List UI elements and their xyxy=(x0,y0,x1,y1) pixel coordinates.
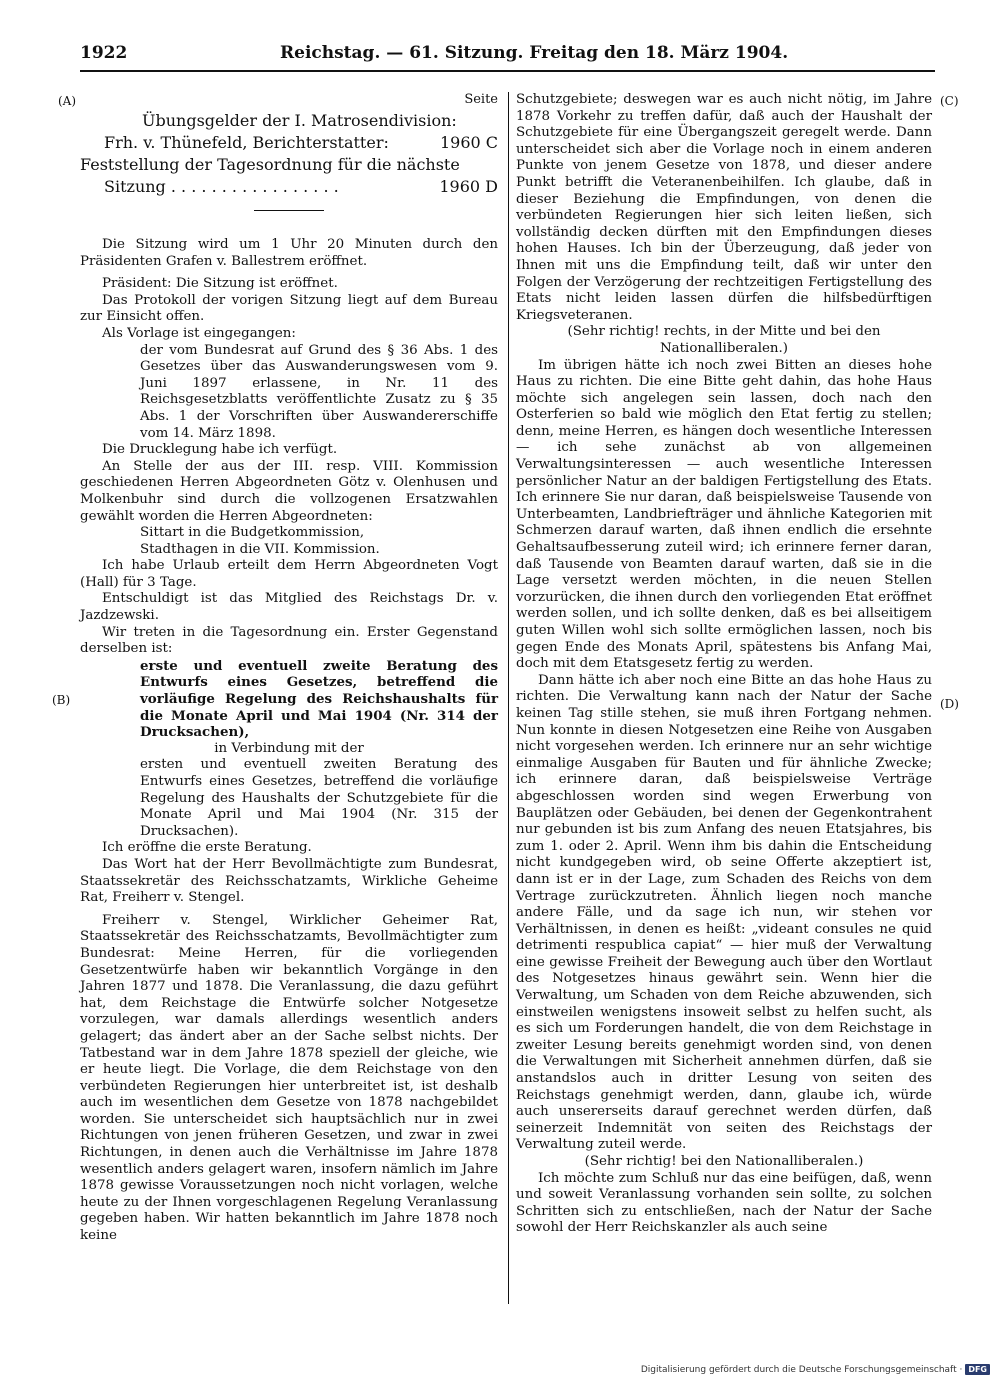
toc-page: 1960 C xyxy=(439,133,498,152)
toc-line: Frh. v. Thünefeld, Berichterstatter: xyxy=(104,133,389,152)
column-divider xyxy=(508,92,509,1304)
toc-line: Sitzung . . . . . . . . . . . . . . . . . xyxy=(104,177,339,196)
toc-line: Übungsgelder der I. Matrosendivision: xyxy=(142,111,457,130)
toc-entry xyxy=(80,176,498,198)
footer-text: Digitalisierung gefördert durch die Deutsche Forschungsgemeinschaft · xyxy=(640,1364,963,1375)
page-number: 1922 xyxy=(80,43,128,63)
toc-seite-label: Seite xyxy=(464,92,498,107)
paragraph: Sittart in die Budgetkommission, xyxy=(140,525,365,541)
toc-page: 1960 D xyxy=(439,177,498,196)
paragraph: Stadthagen in die VII. Kommission. xyxy=(140,541,380,557)
interjection: (Sehr richtig! bei den Nationalliberalen.) xyxy=(584,1154,864,1169)
paragraph: Das Wort hat der Herr Bevollmächtigte zum Bundesrat, Staatssekretär des Reichsschatzamts, Wirkliche Geheime Rat, Freiherr v. Stengel. xyxy=(80,856,498,906)
paragraph: Ich möchte zum Schluß nur das eine beifügen, daß, wenn und soweit Veranlassung vorhanden sein sollte, zu solchen Schritten sich zu entschließen, nach der Natur der Sache sowohl der Herr Reichskanzler als auch seine xyxy=(516,1170,932,1236)
paragraph: Wir treten in die Tagesordnung ein. Erster Gegenstand derselben ist: xyxy=(80,624,498,657)
paragraph: Die Drucklegung habe ich verfügt. xyxy=(102,442,338,458)
margin-letter-d: (D) xyxy=(940,697,959,711)
paragraph: Ich habe Urlaub erteilt dem Herrn Abgeordneten Vogt (Hall) für 3 Tage. xyxy=(80,558,498,590)
paragraph: Präsident: Die Sitzung ist eröffnet. xyxy=(102,276,338,292)
paragraph: Dann hätte ich aber noch eine Bitte an das hohe Haus zu richten. Die Verwaltung kann nach der Natur der Sache keinen Tag stille stehen, sie muß ihren Fortgang nehmen. Nun konnte in diesen Notgesetzen eine Reihe von Ausgaben nicht vorgesehen werden. Ich erinnere nur an sehr wichtige einmalige Ausgaben für Bauten und für ähnliche Zwecke; ich erinnere daran, daß beispielsweise Verträge abgeschlossen worden sind wegen Erwerbung von Bauplätzen oder Gebäuden, bei denen der Gegenkontrahent nur gebunden ist bis zum Anfang des neuen Etatsjahres, bis zum 1. oder 2. April. Wenn ihm bis dahin die Entscheidung nicht kundgegeben wird, ob seine Offerte akzeptiert ist, dann ist er in der Lage, zum Schaden des Reichs von dem Vertrage zurückzutreten. Ähnlich liegen noch manche andere Fälle, und da sage ich nun, wir stehen vor Verhältnissen, in denen es heißt: „videant consules ne quid detrimenti respublica capiat“ — hier muß der Verwaltung eine gewisse Freiheit der Bewegung auch über den Wortlaut des Notgesetzes hinaus gewährt sein. Wenn hier die Verwaltung, um Schaden von dem Reiche abzuwenden, sich einstweilen wenigstens insoweit selbst zu helfen sucht, als es sich um Forderungen handelt, die von dem Reichstage in zweiter Lesung bereits genehmigt worden sind, von denen die Verwaltungen mit Sicherheit annehmen dürfen, daß sie anstandslos auch in dritter Lesung von seiten des Reichstags genehmigt werden, dann, glaube ich, würde auch unsererseits darauf gerechnet werden dürfen, daß seinerzeit Indemnität von seiten des Reichstags der Verwaltung zuteil werde. xyxy=(516,672,932,1153)
right-column xyxy=(516,92,932,1237)
margin-letter-c: (C) xyxy=(940,94,959,108)
paragraph: Die Sitzung wird um 1 Uhr 20 Minuten durch den Präsidenten Grafen v. Ballestrem eröffnet. xyxy=(80,237,498,269)
paragraph: An Stelle der aus der III. resp. VIII. Kommission geschiedenen Herren Abgeordneten Götz v. Olenhusen und Molkenbuhr sind durch die vollzogenen Ersatzwahlen gewählt worden die Herren Abgeordneten: xyxy=(80,458,498,524)
paragraph: Schutzgebiete; deswegen war es auch nicht nötig, im Jahre 1878 Vorkehr zu treffen dafür, daß auch der Haushalt der Schutzgebiete für eine Übergangszeit geregelt werde. Dann unterscheidet sich aber die Vorlage noch in einem anderen Punkte von jenem Gesetze von 1878, und dieser andere Punkt betrifft die Veteranenbeihilfen. Ich glaube, daß in dieser Beziehung die Empfindungen, von denen die verbündeten Regierungen hier sich leiten ließen, sich vollständig decken dürften mit den Empfindungen dieses hohen Hauses. Ich bin der Überzeugung, daß jeder von Ihnen mit uns die Empfindung teilt, daß wir unter den Folgen der Verzögerung der rechtzeitigen Fertigstellung des Etats nicht leiden lassen dürfen die hilfsbedürftigen Kriegsveteranen. xyxy=(516,92,932,323)
paragraph: der vom Bundesrat auf Grund des § 36 Abs. 1 des Gesetzes über das Auswanderungswesen vom 9. Juni 1897 erlassene, in Nr. 11 des Reichsgesetzblatts veröffentlichte Zusatz zu § 35 Abs. 1 der Vorschriften über Auswandererschiffe vom 14. März 1898. xyxy=(140,342,498,441)
toc-entry xyxy=(80,132,498,154)
dfg-logo-icon: DFG xyxy=(965,1364,990,1375)
speech-paragraph: Freiherr v. Stengel, Wirklicher Geheimer Rat, Staatssekretär des Reichsschatzamts, Bevollmächtigter zum Bundesrat: Meine Herren, für die vorliegenden Gesetzentwürfe haben wir bekanntlich Vorgänge in den Jahren 1877 und 1878. Die Veranlassung, die dazu geführt hat, dem Reichstage die Entwürfe solcher Notgesetze vorzulegen, war damals allerdings wesentlich anders gelagert; das ändert aber an der Sache selbst nichts. Der Tatbestand war in dem Jahre 1878 speziell der gleiche, wie er heute liegt. Die Vorlage, die dem Reichstage von den verbündeten Regierungen hier unterbreitet ist, ist deshalb auch im wesentlichen dem Gesetze von 1878 nachgebildet worden. Sie unterscheidet sich hauptsächlich nur in zwei Richtungen von jenen früheren Gesetzen, und zwar in zwei Richtungen, in denen auch die Verhältnisse im Jahre 1878 wesentlich anders gelagert waren, insofern nämlich im Jahre 1878 gewisse Voraussetzungen noch nicht vorlagen, welche heute zu der Ihnen vorgeschlagenen Regelung Veranlassung gegeben haben. Wir hatten bekanntlich im Jahre 1878 noch keine xyxy=(80,912,498,1244)
paragraph: Das Protokoll der vorigen Sitzung liegt auf dem Bureau zur Einsicht offen. xyxy=(80,292,498,325)
toc-line: Feststellung der Tagesordnung für die nächste xyxy=(80,155,460,174)
margin-letter-a: (A) xyxy=(58,94,77,108)
interjection: (Sehr richtig! rechts, in der Mitte und bei den Nationalliberalen.) xyxy=(567,324,881,356)
header-rule xyxy=(80,70,935,72)
paragraph: in Verbindung mit der xyxy=(214,740,364,756)
table-of-contents xyxy=(80,92,498,211)
paragraph: Entschuldigt ist das Mitglied des Reichstags Dr. v. Jazdzewski. xyxy=(80,591,498,624)
agenda-item: ersten und eventuell zweiten Beratung des Entwurfs eines Gesetzes, betreffend die vorläufige Regelung des Haushalts der Schutzgebiete für die Monate April und Mai 1904 (Nr. 315 der Drucksachen). xyxy=(140,757,498,839)
toc-rule xyxy=(254,210,324,211)
footer xyxy=(641,1364,990,1375)
agenda-item: erste und eventuell zweite Beratung des Entwurfs eines Gesetzes, betreffend die vorläufige Regelung des Reichshaushalts für die Monate April und Mai 1904 (Nr. 314 der Drucksachen), xyxy=(140,657,498,741)
paragraph: Ich eröffne die erste Beratung. xyxy=(102,840,312,856)
margin-letter-b: (B) xyxy=(52,693,71,707)
paragraph: Als Vorlage ist eingegangen: xyxy=(102,325,296,341)
left-column xyxy=(80,92,498,1245)
page-header xyxy=(80,43,930,69)
running-title: Reichstag. — 61. Sitzung. Freitag den 18. März 1904. xyxy=(280,43,789,63)
paragraph: Im übrigen hätte ich noch zwei Bitten an dieses hohe Haus zu richten. Die eine Bitte geht dahin, das hohe Haus möchte sich angelegen sein lassen, doch nach den Osterferien so bald wie möglich den Etat fertig zu stellen; denn, meine Herren, es hängen doch wesentliche Interessen — ich sehe zunächst ab von allgemeinen Verwaltungsinteressen — auch wesentliche Interessen persönlicher Natur an der baldigen Fertigstellung des Etats. Ich erinnere Sie nur daran, daß beispielsweise Tausende von Unterbeamten, Landbriefträger und ähnliche Kategorien mit Schmerzen darauf warten, daß ihnen endlich die ersehnte Gehaltsaufbesserung zuteil wird; ich erinnere ferner daran, daß Tausende von Beamten darauf warten, daß sie in die Lage versetzt werden möchten, in die neuen Stellen vorzurücken, die ihnen durch den vorliegenden Etat eröffnet werden sollen, und ich sollte denken, daß es bei allseitigem guten Willen wohl sich sollte ermöglichen lassen, noch bis gegen Ende des Monats April, spätestens bis Anfang Mai, doch mit dem Etatsgesetz fertig zu werden. xyxy=(516,357,932,672)
